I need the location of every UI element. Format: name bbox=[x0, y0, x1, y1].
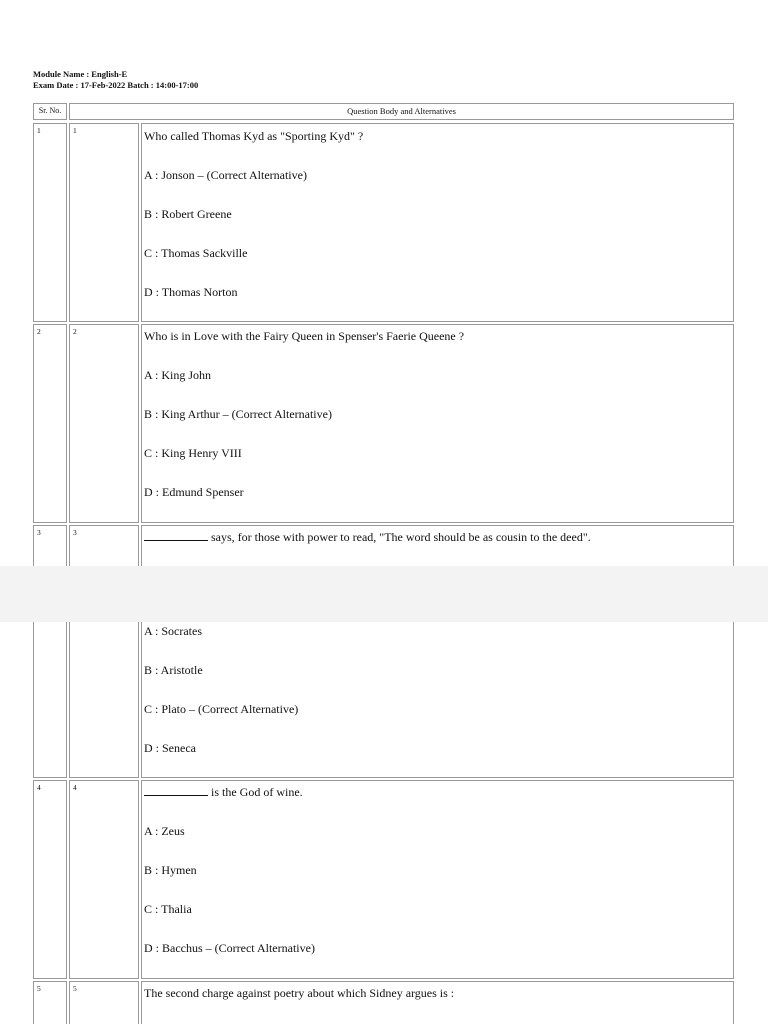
question-table-continued bbox=[31, 622, 736, 1024]
serial-number: 5 bbox=[37, 984, 41, 993]
option-d: D : Thomas Norton bbox=[144, 285, 238, 299]
table-row bbox=[31, 324, 736, 523]
question-body-line bbox=[144, 785, 303, 799]
answer-blank bbox=[144, 530, 208, 541]
table-header-row bbox=[31, 103, 736, 120]
option-d: D : Seneca bbox=[144, 741, 196, 755]
table-row bbox=[31, 525, 736, 566]
serial-number: 3 bbox=[37, 528, 41, 537]
exam-date-batch: Exam Date : 17-Feb-2022 Batch : 14:00-17:00 bbox=[33, 80, 199, 90]
question-number: 5 bbox=[73, 984, 77, 993]
option-a: A : Zeus bbox=[144, 824, 185, 838]
module-name: Module Name : English-E bbox=[33, 69, 128, 79]
table-row bbox=[31, 981, 736, 1024]
question-body: is the God of wine. bbox=[211, 785, 303, 799]
question-number: 2 bbox=[73, 327, 77, 336]
question-number: 4 bbox=[73, 783, 77, 792]
option-a: A : Socrates bbox=[144, 624, 202, 638]
serial-number: 1 bbox=[37, 126, 41, 135]
option-b: B : King Arthur – (Correct Alternative) bbox=[144, 407, 332, 421]
serial-number: 2 bbox=[37, 327, 41, 336]
option-c: C : Thalia bbox=[144, 902, 192, 916]
option-b: B : Aristotle bbox=[144, 663, 203, 677]
question-body-line bbox=[144, 530, 591, 544]
option-a: A : King John bbox=[144, 368, 212, 382]
question-table bbox=[31, 103, 736, 566]
option-b: B : Robert Greene bbox=[144, 207, 232, 221]
question-body: Who called Thomas Kyd as "Sporting Kyd" ? bbox=[144, 129, 364, 143]
option-c: C : Plato – (Correct Alternative) bbox=[144, 702, 299, 716]
document-page-2 bbox=[0, 622, 768, 1024]
header-cell-question bbox=[69, 103, 734, 120]
column-header-srno: Sr. No. bbox=[38, 106, 62, 115]
table-row bbox=[31, 622, 736, 778]
question-number: 1 bbox=[73, 126, 77, 135]
table-row bbox=[31, 780, 736, 979]
question-body: Who is in Love with the Fairy Queen in Spenser's Faerie Queene ? bbox=[144, 329, 465, 343]
question-body: says, for those with power to read, "The word should be as cousin to the deed". bbox=[211, 530, 591, 544]
serial-number: 4 bbox=[37, 783, 41, 792]
option-c: C : King Henry VIII bbox=[144, 446, 242, 460]
option-d: D : Bacchus – (Correct Alternative) bbox=[144, 941, 315, 955]
option-a: A : Jonson – (Correct Alternative) bbox=[144, 168, 307, 182]
question-number: 3 bbox=[73, 528, 77, 537]
column-header-question: Question Body and Alternatives bbox=[347, 106, 456, 116]
table-row bbox=[31, 123, 736, 322]
header-cell-srno bbox=[33, 103, 67, 120]
option-d: D : Edmund Spenser bbox=[144, 485, 244, 499]
option-b: B : Hymen bbox=[144, 863, 197, 877]
answer-blank bbox=[144, 785, 208, 796]
question-body: The second charge against poetry about which Sidney argues is : bbox=[144, 986, 455, 1000]
option-c: C : Thomas Sackville bbox=[144, 246, 248, 260]
